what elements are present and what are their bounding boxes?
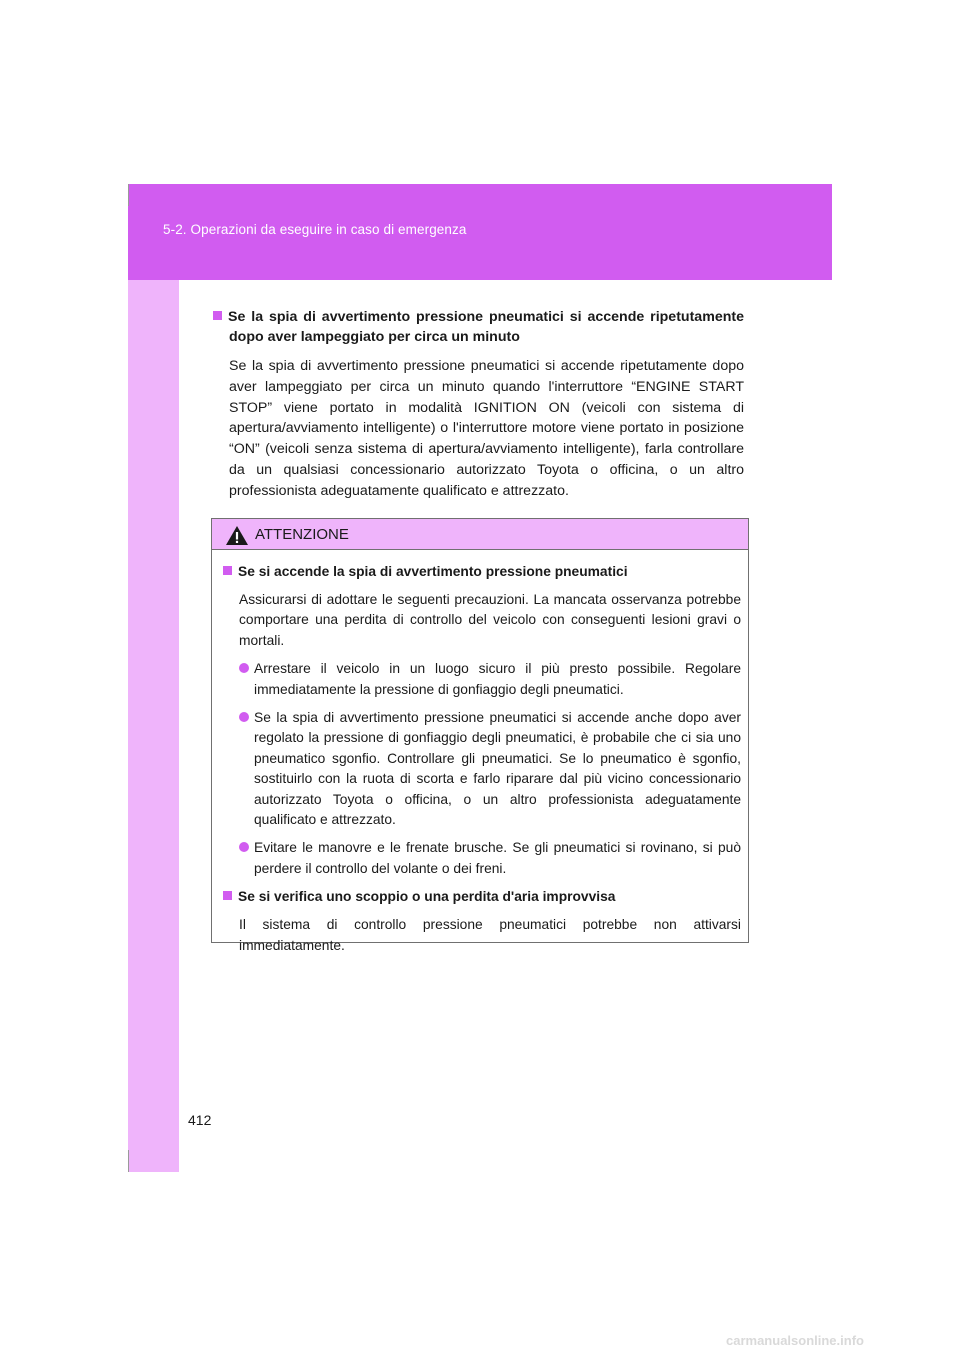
- crop-mark: [128, 184, 129, 206]
- list-item: [223, 659, 741, 700]
- list-item: [223, 838, 741, 879]
- round-bullet-icon: [239, 842, 249, 852]
- square-bullet-icon: [223, 891, 232, 900]
- warning-box: [211, 518, 749, 953]
- warning-subheading: [223, 887, 741, 907]
- section-title: 5-2. Operazioni da eseguire in caso di emergenza: [163, 222, 467, 237]
- warning-subheading-text: Se si accende la spia di avvertimento pressione pneumatici: [238, 564, 628, 579]
- section-heading: [213, 307, 744, 347]
- section-heading-text: Se la spia di avvertimento pressione pneumatici si accende ripetutamente dopo aver lampeggiato per circa un minuto: [228, 309, 744, 345]
- crop-mark: [128, 1150, 129, 1172]
- warning-paragraph: Assicurarsi di adottare le seguenti precauzioni. La mancata osservanza potrebbe comportare una perdita di controllo del veicolo con conseguenti lesioni gravi o mortali.: [239, 592, 741, 648]
- list-item-text: Se la spia di avvertimento pressione pneumatici si accende anche dopo aver regolato la pressione di gonfiaggio degli pneumatici, è probabile che ci sia uno pneumatico sgonfio. Controllare gli pneumatici. Se lo pneumatico è sgonfio, sostituirlo con la ruota di scorta e farlo riparare dal più vicino concessionario autorizzato Toyota o officina, o un altro professionista adeguatamente qualificato e attrezzato.: [254, 710, 741, 828]
- warning-body: [212, 550, 748, 956]
- list-item: [223, 708, 741, 830]
- list-item-text: Arrestare il veicolo in un luogo sicuro il più presto possibile. Regolare immediatamente la pressione di gonfiaggio degli pneumatici.: [254, 661, 741, 697]
- square-bullet-icon: [223, 566, 232, 575]
- warning-header: [212, 519, 748, 550]
- main-content: [213, 307, 744, 502]
- warning-triangle-icon: [225, 525, 249, 551]
- warning-paragraph: Il sistema di controllo pressione pneumatici potrebbe non attivarsi immediatamente.: [239, 917, 741, 953]
- warning-subheading-text: Se si verifica uno scoppio o una perdita d'aria improvvisa: [238, 889, 616, 905]
- list-item-text: Evitare le manovre e le frenate brusche. Se gli pneumatici si rovinano, si può perdere il controllo del volante o dei freni.: [254, 840, 741, 876]
- watermark: carmanualsonline.info: [726, 1333, 864, 1348]
- warning-title: ATTENZIONE: [255, 526, 349, 543]
- round-bullet-icon: [239, 712, 249, 722]
- warning-subheading: [223, 562, 741, 582]
- body-paragraph: Se la spia di avvertimento pressione pneumatici si accende ripetutamente dopo aver lampeggiato per circa un minuto quando l'interruttore “ENGINE START STOP” viene portato in modalità IGNITION ON (veicoli con sistema di apertura/avviamento intelligente) o l'interruttore motore viene portato in posizione “ON” (veicoli senza sistema di apertura/avviamento intelligente), farla controllare da un qualsiasi concessionario autorizzato Toyota o officina, o un altro professionista adeguatamente qualificato e attrezzato.: [229, 358, 744, 499]
- square-bullet-icon: [213, 311, 222, 320]
- page-number: 412: [188, 1112, 212, 1128]
- round-bullet-icon: [239, 663, 249, 673]
- side-tab-strip: [128, 280, 179, 1172]
